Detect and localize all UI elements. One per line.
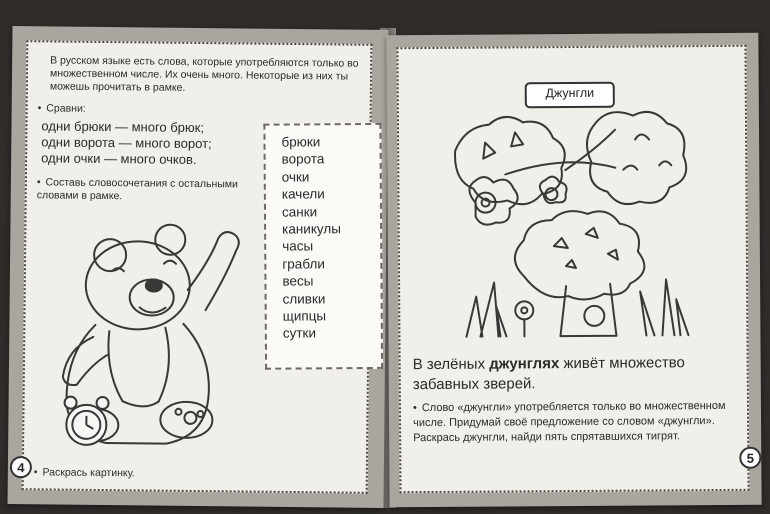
- frame-word: сутки: [282, 325, 317, 342]
- main-sentence: [413, 353, 743, 395]
- sentence-keyword: джунглях: [489, 355, 560, 373]
- frame-word: грабли: [282, 256, 325, 272]
- intro-text: В русском языке есть слова, которые употребляются только во множественном числе. Их очень много. Некоторые из них ты можешь прочитать в рамке.: [49, 54, 359, 94]
- frame-word: часы: [282, 238, 314, 255]
- left-page-sheet: [22, 40, 373, 494]
- compare-line: одни ворота — много ворот;: [41, 134, 212, 152]
- compare-line: одни очки — много очков.: [41, 150, 197, 167]
- page-number-left: 4: [10, 456, 32, 478]
- task-text: • Составь словосочетания с остальными словами в рамке.: [37, 176, 247, 204]
- frame-word: сливки: [282, 290, 326, 307]
- frame-word: качели: [281, 186, 325, 202]
- left-page: [8, 26, 389, 508]
- bear-illustration: [38, 218, 270, 452]
- compare-line: одни брюки — много брюк;: [41, 118, 205, 136]
- sentence-start: В зелёных: [412, 355, 490, 374]
- jungle-illustration: [445, 109, 707, 347]
- compare-block: [41, 118, 261, 168]
- page-number-right: 5: [739, 447, 761, 469]
- frame-word: очки: [281, 169, 310, 185]
- frame-word: ворота: [281, 151, 325, 168]
- sentence-end: живёт множество забавных зверей.: [412, 354, 685, 394]
- frame-word: каникулы: [282, 221, 341, 237]
- right-page-sheet: [396, 45, 749, 493]
- compare-label: • Сравни:: [38, 102, 86, 116]
- page-title: Джунгли: [525, 82, 615, 109]
- word-frame: [263, 123, 383, 370]
- right-page: [386, 33, 761, 508]
- frame-word: щипцы: [282, 308, 327, 324]
- right-task-text: • Слово «джунгли» употребляется только во множественном числе. Придумай своё предложение со словом «джунгли». Раскрась джунгли, найди пять спрятавшихся тигрят.: [413, 399, 739, 446]
- frame-word: весы: [282, 273, 314, 289]
- frame-word: брюки: [281, 134, 321, 150]
- color-task: • Раскрась картинку.: [34, 466, 135, 480]
- frame-word: санки: [281, 203, 318, 220]
